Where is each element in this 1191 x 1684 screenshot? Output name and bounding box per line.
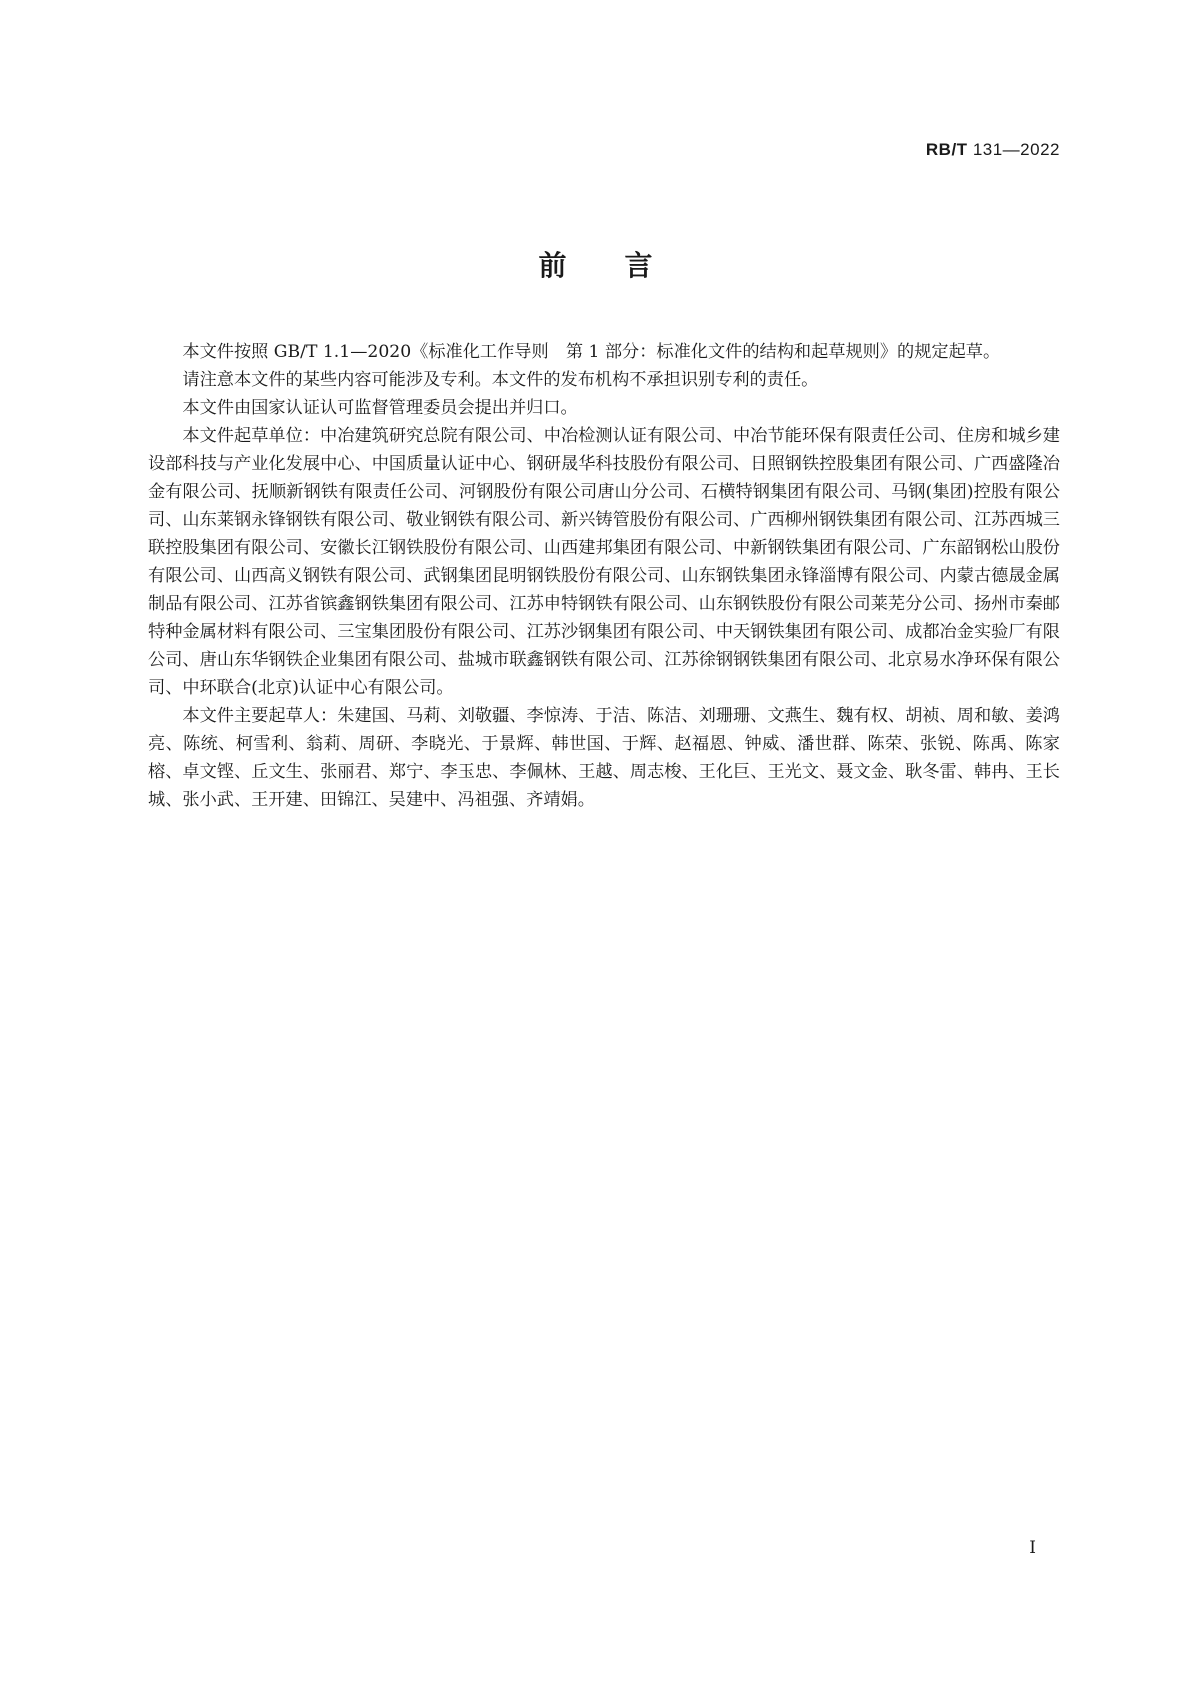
paragraph-drafting-rules: 本文件按照 GB/T 1.1—2020《标准化工作导则 第 1 部分：标准化文件的结构和起草规则》的规定起草。 — [182, 342, 1001, 362]
page-title: 前言 — [538, 249, 711, 282]
paragraph-patent-notice: 请注意本文件的某些内容可能涉及专利。本文件的发布机构不承担识别专利的责任。 — [182, 370, 819, 390]
standard-prefix: RB/T — [925, 140, 968, 159]
paragraph-drafting-units: 本文件起草单位：中冶建筑研究总院有限公司、中冶检测认证有限公司、中冶节能环保有限责任公司、住房和城乡建设部科技与产业化发展中心、中国质量认证中心、钢研晟华科技股份有限公司、日照钢铁控股集团有限公司、广西盛隆冶金有限公司、抚顺新钢铁有限责任公司、河钢股份有限公司唐山分公司、石横特钢集团有限公司、马钢(集团)控股有限公司、山东莱钢永锋钢铁有限公司、敬业钢铁有限公司、新兴铸管股份有限公司、广西柳州钢铁集团有限公司、江苏西城三联控股集团有限公司、安徽长江钢铁股份有限公司、山西建邦集团有限公司、中新钢铁集团有限公司、广东韶钢松山股份有限公司、山西高义钢铁有限公司、武钢集团昆明钢铁股份有限公司、山东钢铁集团永锋淄博有限公司、内蒙古德晟金属制品有限公司、江苏省镔鑫钢铁集团有限公司、江苏申特钢铁有限公司、山东钢铁股份有限公司莱芜分公司、扬州市秦邮特种金属材料有限公司、三宝集团股份有限公司、江苏沙钢集团有限公司、中天钢铁集团有限公司、成都冶金实验厂有限公司、唐山东华钢铁企业集团有限公司、盐城市联鑫钢铁有限公司、江苏徐钢钢铁集团有限公司、北京易水净环保有限公司、中环联合(北京)认证中心有限公司。 — [148, 426, 1060, 698]
foreword-body — [148, 338, 1060, 814]
standard-number — [926, 140, 1060, 160]
paragraph-proposer: 本文件由国家认证认可监督管理委员会提出并归口。 — [182, 398, 578, 418]
paragraph-drafters: 本文件主要起草人：朱建国、马莉、刘敬疆、李惊涛、于洁、陈洁、刘珊珊、文燕生、魏有权、胡祯、周和敏、姜鸿亮、陈统、柯雪利、翁莉、周研、李晓光、于景辉、韩世国、于辉、赵福恩、钟威、潘世群、陈荣、张锐、陈禹、陈家榕、卓文铿、丘文生、张丽君、郑宁、李玉忠、李佩林、王越、周志梭、王化巨、王光文、聂文金、耿冬雷、韩冉、王长城、张小武、王开建、田锦江、吴建中、冯祖强、齐靖娟。 — [148, 706, 1060, 810]
page-number: I — [1029, 1538, 1036, 1558]
standard-code: 131—2022 — [972, 140, 1060, 159]
